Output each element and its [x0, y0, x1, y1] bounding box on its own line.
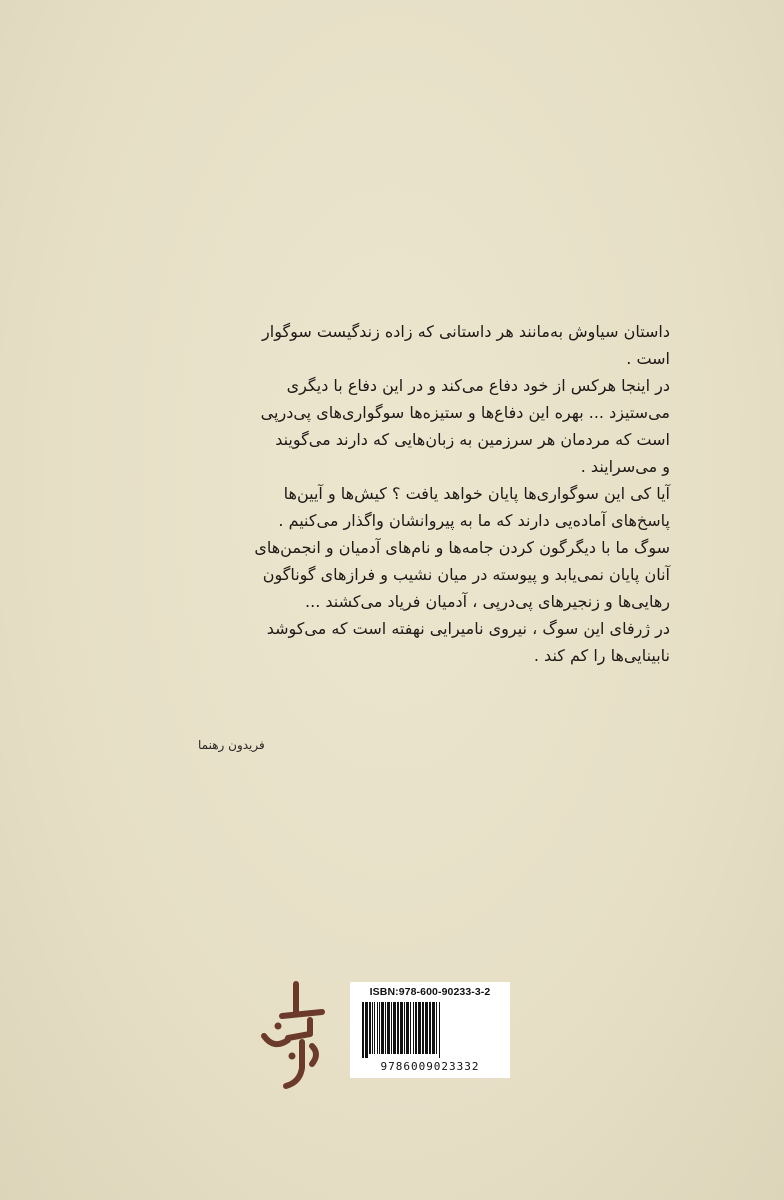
- barcode-bar: [362, 1002, 364, 1058]
- barcode-bar: [397, 1002, 399, 1054]
- barcode-digits: 9786009023332: [380, 1060, 480, 1073]
- barcode-bar: [391, 1002, 392, 1054]
- barcode-bar: [381, 1002, 384, 1054]
- barcode-bar: [387, 1002, 390, 1054]
- isbn-label: ISBN:978-600-90233-3-2: [369, 986, 491, 998]
- blurb-line: است که مردمان هر سرزمین به زبان‌هایی که دارند می‌گویند: [275, 430, 670, 449]
- blurb-line: رهایی‌ها و زنجیرهای پی‌درپی ، آدمیان فریاد می‌کشند ...: [305, 592, 670, 611]
- barcode-bar: [404, 1002, 405, 1054]
- publisher-logo-icon: [252, 976, 332, 1101]
- blurb-line: داستان سیاوش به‌مانند هر داستانی که زاده زندگیست سوگوار: [262, 322, 670, 341]
- barcode-bar: [365, 1002, 368, 1058]
- blurb-line: می‌ستیزد ... بهره این دفاع‌ها و ستیزه‌ها سوگواری‌های پی‌درپی: [260, 403, 670, 422]
- barcode-bar: [422, 1002, 424, 1054]
- barcode-bar: [429, 1002, 431, 1054]
- barcode-bar: [410, 1002, 411, 1054]
- barcode-bar: [393, 1002, 396, 1054]
- blurb-line: و می‌سرایند .: [580, 457, 670, 476]
- blurb-line: سوگ ما با دیگرگون کردن جامه‌ها و نام‌های آدمیان و انجمن‌های: [254, 538, 670, 557]
- blurb-text: [180, 318, 670, 669]
- blurb-line: در اینجا هرکس از خود دفاع می‌کند و در این دفاع با دیگری: [286, 376, 670, 395]
- barcode-bar: [425, 1002, 428, 1054]
- barcode-bar: [413, 1002, 414, 1054]
- barcode-bar: [372, 1002, 373, 1054]
- barcode-bar: [379, 1002, 380, 1054]
- blurb-line: پاسخ‌های آماده‌یی دارند که ما به پیروانشان واگذار می‌کنیم .: [278, 511, 670, 530]
- barcode-bar: [385, 1002, 386, 1054]
- blurb-line: نابینایی‌ها را کم کند .: [533, 646, 670, 665]
- barcode-bar: [406, 1002, 409, 1054]
- barcode-bar: [439, 1002, 440, 1058]
- author-name: فریدون رهنما: [198, 738, 265, 752]
- barcode-bar: [377, 1002, 378, 1054]
- isbn-barcode: [350, 982, 510, 1078]
- barcode-bar: [369, 1002, 371, 1054]
- barcode-bar: [415, 1002, 417, 1054]
- barcode-bars: [360, 1002, 500, 1058]
- blurb-line: است .: [626, 349, 670, 368]
- barcode-bar: [432, 1002, 435, 1054]
- blurb-line: در ژرفای این سوگ ، نیروی نامیرایی نهفته است که می‌کوشد: [266, 619, 670, 638]
- barcode-bar: [436, 1002, 437, 1054]
- barcode-bar: [374, 1002, 375, 1054]
- barcode-bar: [400, 1002, 403, 1054]
- barcode-bar: [418, 1002, 421, 1054]
- blurb-line: آنان پایان نمی‌یابد و پیوسته در میان نشیب و فرازهای گوناگون: [262, 565, 670, 584]
- blurb-line: آیا کی این سوگواری‌ها پایان خواهد یافت ؟ کیش‌ها و آیین‌ها: [283, 484, 670, 503]
